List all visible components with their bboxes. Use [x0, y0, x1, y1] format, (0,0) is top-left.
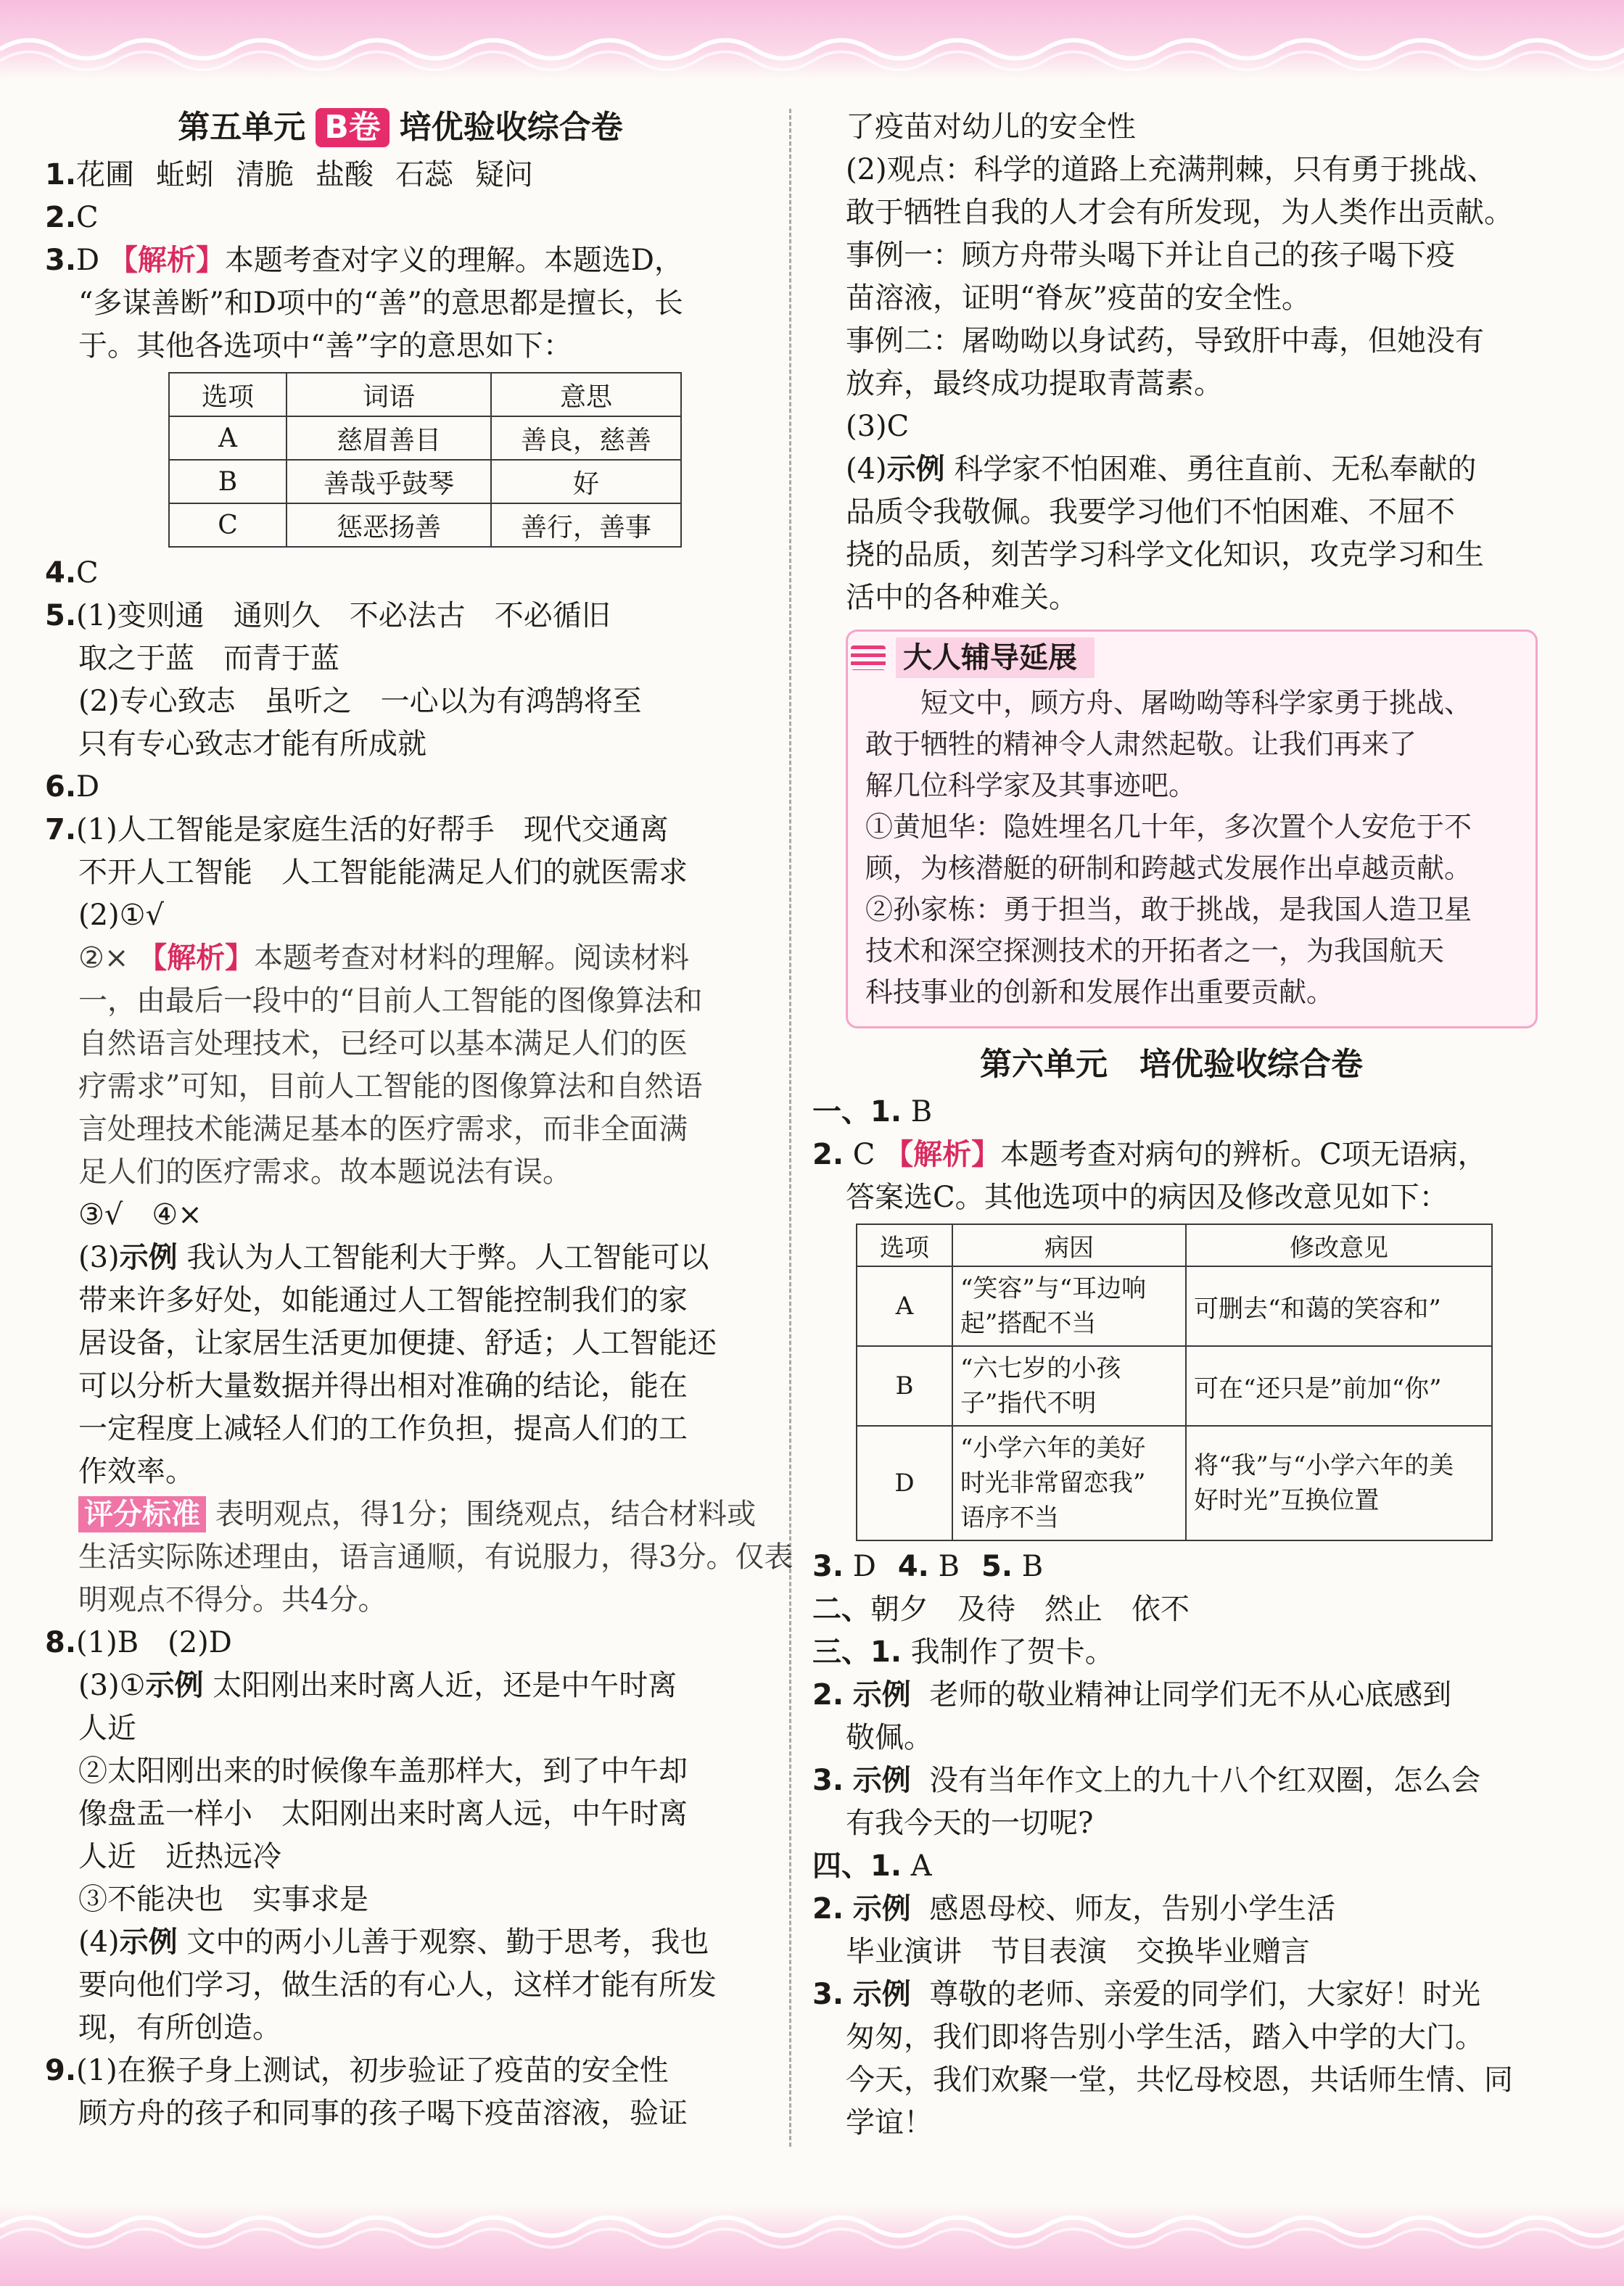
text-line: 敢于牺牲自我的人才会有所发现，为人类作出贡献。: [846, 196, 1513, 229]
text-line: 不开人工智能 人工智能能满足人们的就医需求: [78, 856, 688, 889]
table-cell-text: 惩恶扬善: [336, 512, 441, 542]
answer: C: [852, 1138, 875, 1171]
top-decorative-band: [0, 0, 1624, 80]
q-number: 2.: [45, 201, 77, 234]
answer-word: 疑问: [475, 158, 534, 191]
table-cell: [952, 1426, 1186, 1540]
table-header-row: [169, 373, 681, 416]
answer-word: 盐酸: [316, 158, 374, 191]
cell-line: 可删去“和蔼的笑容和”: [1194, 1294, 1441, 1324]
q-number: 4.: [45, 556, 77, 590]
table-cell: B: [857, 1346, 952, 1426]
q-number: 2.: [812, 1138, 844, 1171]
unit5-title-suffix: 培优验收综合卷: [399, 109, 623, 146]
text-line: 作效率。: [78, 1455, 194, 1488]
table-cell: [1186, 1426, 1492, 1540]
example-label: 示例: [852, 1764, 911, 1797]
text-line: 太阳刚出来时离人近，还是中午时离: [213, 1669, 677, 1702]
q-number: 6.: [45, 770, 77, 804]
text-line: 文中的两小儿善于观察、勤于思考，我也: [186, 1926, 709, 1959]
example-label: 示例: [119, 1926, 178, 1959]
text-line: (1)B (2)D: [76, 1626, 232, 1659]
table-cell: [1186, 1346, 1492, 1426]
text-line: (3): [78, 1241, 120, 1274]
text-line: 本题考查对字义的理解。本题选D，: [224, 244, 683, 277]
example-label: 示例: [119, 1241, 178, 1274]
table-cell: 好: [491, 460, 681, 503]
u5-q1: [45, 154, 756, 197]
cell-line: 语序不当: [960, 1503, 1059, 1532]
table-header: 病因: [952, 1224, 1186, 1266]
answer-word: 石蕊: [395, 158, 454, 191]
text-line: 要向他们学习，做生活的有心人，这样才能有所发: [78, 1968, 717, 2002]
q-number: 5.: [45, 599, 77, 632]
u6-q2-table: [856, 1224, 1493, 1541]
u5-q3-table: [168, 372, 682, 548]
table-header: 选项: [169, 373, 287, 416]
u6-s3-q3: [812, 1759, 1530, 1802]
text-line: 可以分析大量数据并得出相对准确的结论，能在: [78, 1369, 688, 1403]
u6-q1: [812, 1091, 1530, 1134]
text-line: 尊敬的老师、亲爱的同学们，大家好！时光: [929, 1978, 1481, 2011]
cell-line: 好时光”互换位置: [1194, 1486, 1380, 1515]
table-header: 词语: [287, 373, 491, 416]
cell-line: “六七岁的小孩: [960, 1354, 1121, 1383]
u5-q2: [45, 197, 756, 239]
u6-q2: [812, 1134, 1530, 1176]
text-line: 本题考查对病句的辨析。C项无语病，: [1000, 1138, 1487, 1171]
q-number: 2.: [812, 1892, 844, 1926]
answer: B: [938, 1550, 960, 1583]
table-row: [857, 1266, 1492, 1346]
u5-q4: [45, 552, 756, 595]
text-line: 没有当年作文上的九十八个红双圈，怎么会: [929, 1764, 1481, 1797]
unit5-title: [45, 104, 756, 151]
top-wave-decoration: [0, 28, 1624, 71]
section-label: 一、: [812, 1095, 870, 1128]
text-line: 明观点不得分。共4分。: [78, 1583, 387, 1617]
u6-s4-q3: [812, 1973, 1530, 2016]
text-line: 苗溶液，证明“脊灰”疫苗的安全性。: [846, 281, 1311, 315]
analysis-tag: 【解析】: [108, 244, 225, 277]
text-line: 本题考查对材料的理解。阅读材料: [254, 941, 690, 975]
answer: B: [910, 1095, 933, 1128]
text-line: ②×: [78, 941, 129, 975]
u6-s3-q2: [812, 1674, 1530, 1717]
text-line: ②太阳刚出来的时候像车盖那样大，到了中午却: [78, 1754, 688, 1788]
answer-word: 蚯蚓: [156, 158, 215, 191]
answer: C: [76, 201, 99, 234]
text-line: (3)①: [78, 1669, 146, 1702]
unit5-title-prefix: 第五单元: [178, 109, 306, 146]
text-line: 挠的品质，刻苦学习科学文化知识，攻克学习和生: [846, 538, 1484, 572]
text-line: 感恩母校、师友，告别小学生活: [929, 1892, 1336, 1926]
example-label: 示例: [852, 1678, 911, 1712]
u6-q2-table-wrap: [812, 1224, 1530, 1541]
table-row: [169, 460, 681, 503]
text-line: 技术和深空探测技术的开拓者之一，为我国航天: [865, 935, 1445, 967]
text-line: 生活实际陈述理由，语言通顺，有说服力，得3分。仅表: [78, 1540, 794, 1574]
table-header-row: [857, 1224, 1492, 1266]
q-number: 7.: [45, 813, 77, 846]
text-line: (4): [846, 453, 887, 486]
text-line: 我制作了贺卡。: [910, 1635, 1114, 1669]
table-cell: [952, 1266, 1186, 1346]
cell-line: 时光非常留恋我”: [960, 1469, 1146, 1498]
q-number: 8.: [45, 1626, 77, 1659]
text-line: 言处理技术能满足基本的医疗需求，而非全面满: [78, 1113, 688, 1146]
table-cell: 善良，慈善: [491, 416, 681, 460]
table-row: [857, 1426, 1492, 1540]
answer: A: [910, 1849, 932, 1883]
table-cell-text: 善哉乎鼓琴: [323, 469, 454, 499]
text-line: 短文中，顾方舟、屠呦呦等科学家勇于挑战、: [920, 687, 1472, 719]
text-line: ①黄旭华：隐姓埋名几十年，多次置个人安危于不: [865, 811, 1472, 843]
text-line: 我认为人工智能利大于弊。人工智能可以: [186, 1241, 709, 1274]
table-cell: [287, 460, 491, 503]
text-line: 老师的敬业精神让同学们无不从心底感到: [929, 1678, 1452, 1712]
u6-s4-q2: [812, 1888, 1530, 1931]
u5-q7-p3: [45, 1237, 756, 1279]
u5-q8: [45, 1622, 756, 1664]
q-number: 4.: [897, 1550, 929, 1583]
text-line: 顾方舟的孩子和同事的孩子喝下疫苗溶液，验证: [78, 2097, 688, 2130]
text-line: 表明观点，得1分；围绕观点，结合材料或: [215, 1498, 757, 1531]
q-number: 1.: [870, 1849, 902, 1883]
table-cell: C: [169, 503, 287, 547]
u6-s3-q1: [812, 1631, 1530, 1674]
text-line: ②孙家栋：勇于担当，敢于挑战，是我国人造卫星: [865, 894, 1472, 925]
table-cell: [952, 1346, 1186, 1426]
answer: D: [76, 244, 100, 277]
text-line: 带来许多好处，如能通过人工智能控制我们的家: [78, 1284, 688, 1317]
table-cell: [1186, 1266, 1492, 1346]
answer-word: 清脆: [236, 158, 294, 191]
text-line: “多谋善断”和D项中的“善”的意思都是擅长，长: [78, 286, 683, 320]
cell-line: “笑容”与“耳边响: [960, 1274, 1147, 1303]
text-line: 今天，我们欢聚一堂，共忆母校恩，共话师生情、同: [846, 2063, 1513, 2097]
table-header: 修改意见: [1186, 1224, 1492, 1266]
text-line: 了疫苗对幼儿的安全性: [846, 110, 1136, 144]
text-line: 现，有所创造。: [78, 2011, 281, 2044]
left-column: [45, 102, 794, 2135]
table-row: [169, 416, 681, 460]
table-cell: [287, 503, 491, 547]
text-line: 人近 近热远冷: [78, 1840, 281, 1873]
text-line: 于。其他各选项中“善”字的意思如下：: [78, 329, 572, 363]
u5-q3-table-wrap: [45, 372, 756, 548]
cell-line: “小学六年的美好: [960, 1434, 1146, 1463]
text-line: 活中的各种难关。: [846, 581, 1078, 614]
text-line: 品质令我敬佩。我要学习他们不怕困难、不屈不: [846, 495, 1455, 529]
text-line: 朝夕 及待 然止 依不: [870, 1593, 1190, 1626]
cell-line: 子”指代不明: [960, 1389, 1097, 1418]
text-line: 解几位科学家及其事迹吧。: [865, 769, 1197, 801]
parent-guidance-title: 大人辅导延展: [896, 637, 1095, 678]
text-line: 敬佩。: [846, 1721, 933, 1754]
text-line: (1)人工智能是家庭生活的好帮手 现代交通离: [76, 813, 669, 846]
scoring-standard-badge: 评分标准: [78, 1496, 206, 1532]
column-divider: [789, 109, 791, 2147]
u5-q5: [45, 595, 756, 637]
u5-q8-p3: [45, 1664, 756, 1707]
cell-line: 起”搭配不当: [960, 1309, 1097, 1338]
table-header: 意思: [491, 373, 681, 416]
text-line: 居设备，让家居生活更加便捷、舒适；人工智能还: [78, 1326, 717, 1360]
table-row: [857, 1346, 1492, 1426]
u5-q6: [45, 766, 756, 809]
parent-guidance-header: [851, 637, 1518, 678]
u5-q7: [45, 809, 756, 851]
q-number: 9.: [45, 2054, 77, 2087]
text-line: 科技事业的创新和发展作出重要贡献。: [865, 976, 1335, 1008]
text-line: 匆匆，我们即将告别小学生活，踏入中学的大门。: [846, 2021, 1484, 2054]
u6-s4-q1: [812, 1845, 1530, 1888]
u5-q8-p4: [45, 1921, 756, 1964]
u5-q9: [45, 2050, 756, 2092]
bottom-decorative-band: [0, 2205, 1624, 2286]
answer-word: 花圃: [76, 158, 135, 191]
q-number: 1.: [45, 158, 77, 191]
text-line: 一定程度上减轻人们的工作负担，提高人们的工: [78, 1412, 688, 1445]
text-line: 一，由最后一段中的“目前人工智能的图像算法和: [78, 984, 703, 1018]
cell-line: 将“我”与“小学六年的美: [1194, 1451, 1454, 1480]
text-line: ③√ ④×: [78, 1198, 202, 1231]
example-label: 示例: [852, 1892, 911, 1926]
section-label: 三、: [812, 1635, 870, 1669]
text-line: 取之于蓝 而青于蓝: [78, 642, 339, 675]
u6-s2: [812, 1588, 1530, 1631]
example-label: 示例: [886, 453, 945, 486]
q-number: 3.: [812, 1550, 844, 1583]
unit5-b-badge: B卷: [316, 108, 389, 147]
table-cell: B: [169, 460, 287, 503]
example-label: 示例: [145, 1669, 204, 1702]
unit6-title: 第六单元 培优验收综合卷: [980, 1046, 1363, 1083]
q-number: 1.: [870, 1635, 902, 1669]
section-label: 四、: [812, 1849, 870, 1883]
text-line: 学谊！: [846, 2106, 933, 2139]
text-line: 毕业演讲 节目表演 交换毕业赠言: [846, 1935, 1310, 1968]
cell-line: 可在“还只是”前加“你”: [1194, 1374, 1442, 1403]
q-number: 1.: [870, 1095, 902, 1128]
table-cell: A: [169, 416, 287, 460]
text-line: (2)观点：科学的道路上充满荆棘，只有勇于挑战、: [846, 153, 1496, 186]
u5-q9-p4: [812, 448, 1530, 491]
text-line: (2)专心致志 虽听之 一心以为有鸿鹄将至: [78, 685, 642, 718]
text-line: 疗需求”可知，目前人工智能的图像算法和自然语: [78, 1070, 703, 1103]
text-line: (3)C: [846, 410, 910, 443]
answer: D: [852, 1550, 876, 1583]
text-line: 敢于牺牲的精神令人肃然起敬。让我们再来了: [865, 728, 1417, 760]
table-cell: [287, 416, 491, 460]
q-number: 5.: [981, 1550, 1013, 1583]
section-label: 二、: [812, 1593, 870, 1626]
q-number: 3.: [45, 244, 77, 277]
text-line: 事例一：顾方舟带头喝下并让自己的孩子喝下疫: [846, 239, 1455, 272]
answer: B: [1021, 1550, 1044, 1583]
u5-q3: [45, 239, 756, 282]
text-line: ③不能决也 实事求是: [78, 1883, 368, 1916]
bottom-wave-decoration: [0, 2212, 1624, 2256]
analysis-tag: 【解析】: [884, 1138, 1001, 1171]
text-line: 像盘盂一样小 太阳刚出来时离人远，中午时离: [78, 1797, 688, 1831]
table-row: [169, 503, 681, 547]
text-line: 答案选C。其他选项中的病因及修改意见如下：: [846, 1181, 1448, 1214]
table-cell: D: [857, 1426, 952, 1540]
answer: D: [76, 770, 100, 804]
text-line: (1)在猴子身上测试，初步验证了疫苗的安全性: [76, 2054, 669, 2087]
text-line: 足人们的医疗需求。故本题说法有误。: [78, 1155, 572, 1189]
parent-guidance-box: [846, 630, 1538, 1028]
text-line: (1)变则通 通则久 不必法古 不必循旧: [76, 599, 611, 632]
text-line: 只有专心致志才能有所成就: [78, 727, 426, 761]
u5-q7-analysis: [45, 937, 756, 980]
table-cell: 善行，善事: [491, 503, 681, 547]
analysis-tag: 【解析】: [138, 941, 255, 975]
text-line: 事例二：屠呦呦以身试药，导致肝中毒，但她没有: [846, 324, 1484, 358]
answer: C: [76, 556, 99, 590]
right-column: [812, 102, 1530, 2145]
example-label: 示例: [852, 1978, 911, 2011]
table-cell: A: [857, 1266, 952, 1346]
text-line: 有我今天的一切呢?: [846, 1807, 1094, 1840]
text-line: 科学家不怕困难、勇往直前、无私奉献的: [954, 453, 1477, 486]
u5-q7-score: [45, 1493, 756, 1536]
q-number: 3.: [812, 1764, 844, 1797]
text-line: 自然语言处理技术，已经可以基本满足人们的医: [78, 1027, 688, 1060]
text-line: (4): [78, 1926, 120, 1959]
table-cell-text: 慈眉善目: [336, 425, 441, 455]
text-line: 顾，为核潜艇的研制和跨越式发展作出卓越贡献。: [865, 852, 1472, 884]
wave-lines-icon: [851, 645, 886, 670]
table-header: 选项: [857, 1224, 952, 1266]
q-number: 2.: [812, 1678, 844, 1712]
text-line: 人近: [78, 1712, 136, 1745]
u6-q345: [812, 1546, 1530, 1588]
q-number: 3.: [812, 1978, 844, 2011]
text-line: (2)①√: [78, 899, 165, 932]
text-line: 放弃，最终成功提取青蒿素。: [846, 367, 1223, 400]
